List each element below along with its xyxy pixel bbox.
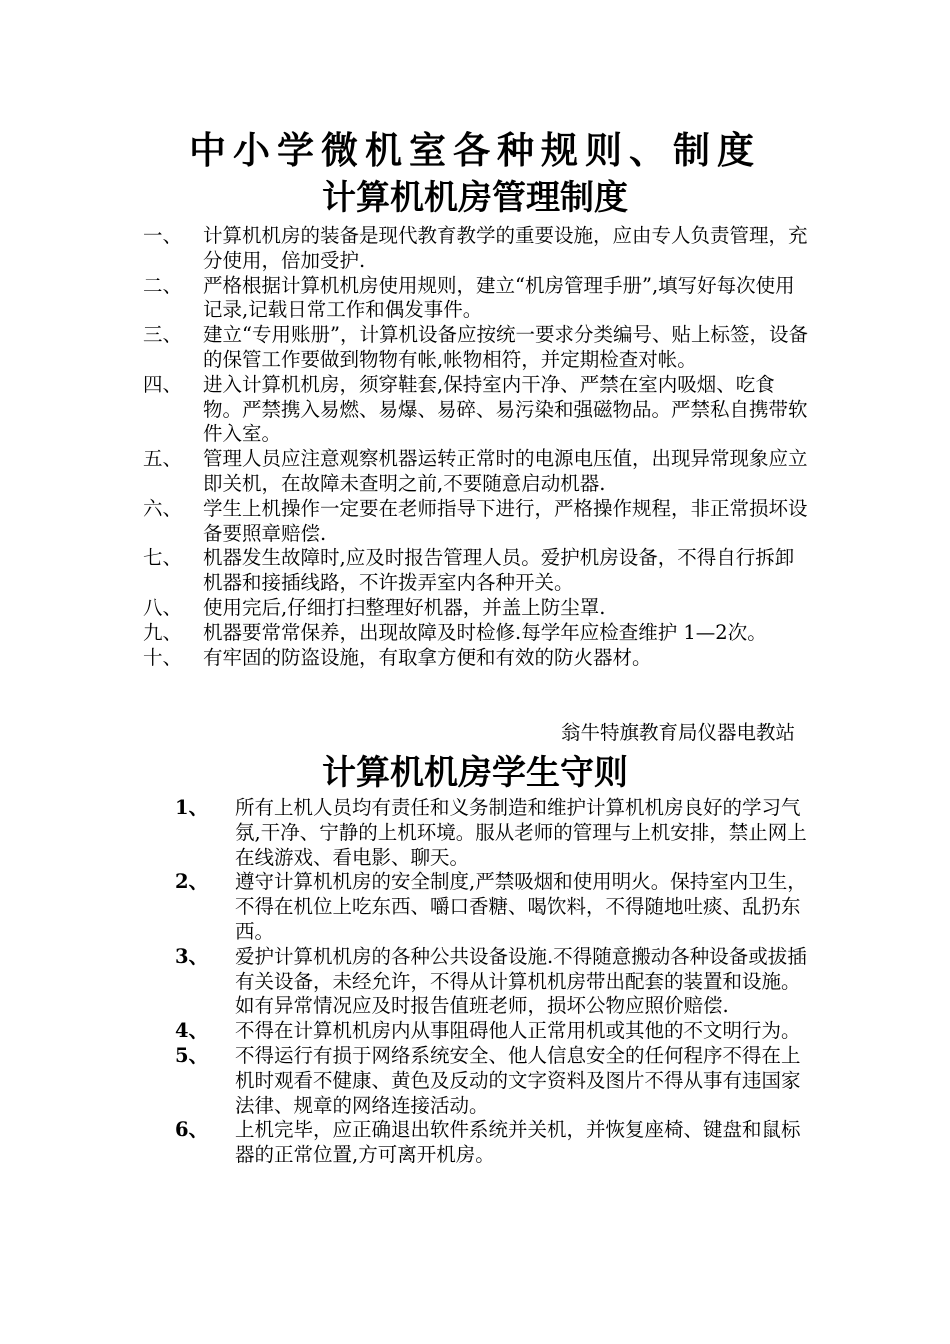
list-item (143, 373, 813, 447)
rule-text: 上机完毕，应正确退出软件系统并关机，并恢复座椅、键盘和鼠标器的正常位置,方可离开机房。 (235, 1118, 801, 1167)
rule-number: 2、 (175, 870, 209, 894)
rule-number: 4、 (175, 1019, 209, 1043)
rule-number: 3、 (175, 944, 209, 968)
main-title: 中小学微机室各种规则、制度 (189, 128, 761, 172)
rule-number: 六、 (143, 496, 183, 520)
list-item (143, 621, 813, 646)
rule-text: 严格根据计算机机房使用规则，建立“机房管理手册”,填写好每次使用记录,记载日常工作和偶发事件。 (203, 273, 795, 322)
rule-number: 八、 (143, 595, 183, 619)
list-item (175, 1019, 815, 1044)
rule-number: 五、 (143, 447, 183, 471)
list-item (175, 1118, 815, 1168)
list-item (175, 796, 815, 870)
rule-text: 不得在计算机机房内从事阻碍他人正常用机或其他的不文明行为。 (235, 1019, 801, 1043)
rule-number: 十、 (143, 645, 183, 669)
rule-text: 计算机机房的装备是现代教育教学的重要设施，应由专人负责管理，充分使用，倍加受护. (203, 224, 808, 272)
rule-text: 机器发生故障时,应及时报告管理人员。爱护机房设备，不得自行拆卸机器和接插线路，不许拨弄室内各种开关。 (203, 546, 795, 595)
list-item (143, 646, 813, 671)
list-item (143, 497, 813, 547)
rule-number: 三、 (143, 323, 183, 347)
signature-organization: 翁牛特旗教育局仪器电教站 (560, 721, 795, 744)
rule-text: 遵守计算机机房的安全制度,严禁吸烟和使用明火。保持室内卫生，不得在机位上吃东西、嚼口香糖、喝饮料，不得随地吐痰、乱扔东西。 (235, 870, 807, 943)
rule-text: 不得运行有损于网络系统安全、他人信息安全的任何程序不得在上机时观看不健康、黄色及反动的文字资料及图片不得从事有违国家法律、规章的网络连接活动。 (235, 1043, 801, 1117)
list-item (175, 870, 815, 944)
rule-text: 使用完后,仔细打扫整理好机器，并盖上防尘罩. (203, 595, 606, 619)
rule-number: 5、 (175, 1043, 209, 1067)
rule-text: 进入计算机机房，须穿鞋套,保持室内干净、严禁在室内吸烟、吃食物。严禁携入易燃、易爆、易碎、易污染和强磁物品。严禁私自携带软件入室。 (203, 372, 808, 446)
rule-text: 建立“专用账册”，计算机设备应按统一要求分类编号、贴上标签，设备的保管工作要做到物物有帐,帐物相符，并定期检查对帐。 (203, 323, 808, 371)
section-title-student-rules: 计算机机房学生守则 (322, 753, 628, 793)
rule-number: 七、 (143, 546, 183, 570)
list-item (143, 224, 813, 274)
student-rules-list (175, 796, 815, 1168)
section-title-management: 计算机机房管理制度 (322, 178, 628, 218)
management-rules-list (143, 224, 813, 670)
list-item (143, 447, 813, 497)
rule-number: 四、 (143, 372, 183, 396)
rule-number: 二、 (143, 273, 183, 297)
list-item (143, 546, 813, 596)
list-item (143, 274, 813, 324)
rule-text: 管理人员应注意观察机器运转正常时的电源电压值，出现异常现象应立即关机，在故障未查明之前,不要随意启动机器. (203, 447, 808, 495)
rule-text: 爱护计算机机房的各种公共设备设施.不得随意搬动各种设备或拔插有关设备，未经允许，不得从计算机机房带出配套的装置和设施。如有异常情况应及时报告值班老师，损坏公物应照价赔偿. (235, 944, 807, 1018)
rule-number: 1、 (175, 796, 209, 819)
rule-text: 机器要常常保养，出现故障及时检修.每学年应检查维护 1—2次。 (203, 620, 767, 644)
rule-text: 有牢固的防盗设施，有取拿方便和有效的防火器材。 (203, 645, 652, 669)
rule-number: 九、 (143, 620, 183, 644)
list-item (143, 596, 813, 621)
list-item (175, 1044, 815, 1118)
list-item (175, 945, 815, 1019)
list-item (143, 323, 813, 373)
rule-text: 学生上机操作一定要在老师指导下进行，严格操作规程，非正常损坏设备要照章赔偿. (203, 496, 808, 545)
rule-text: 所有上机人员均有责任和义务制造和维护计算机机房良好的学习气氛,干净、宁静的上机环境。服从老师的管理与上机安排，禁止网上在线游戏、看电影、聊天。 (235, 796, 807, 869)
rule-number: 一、 (143, 224, 183, 247)
rule-number: 6、 (175, 1118, 209, 1142)
